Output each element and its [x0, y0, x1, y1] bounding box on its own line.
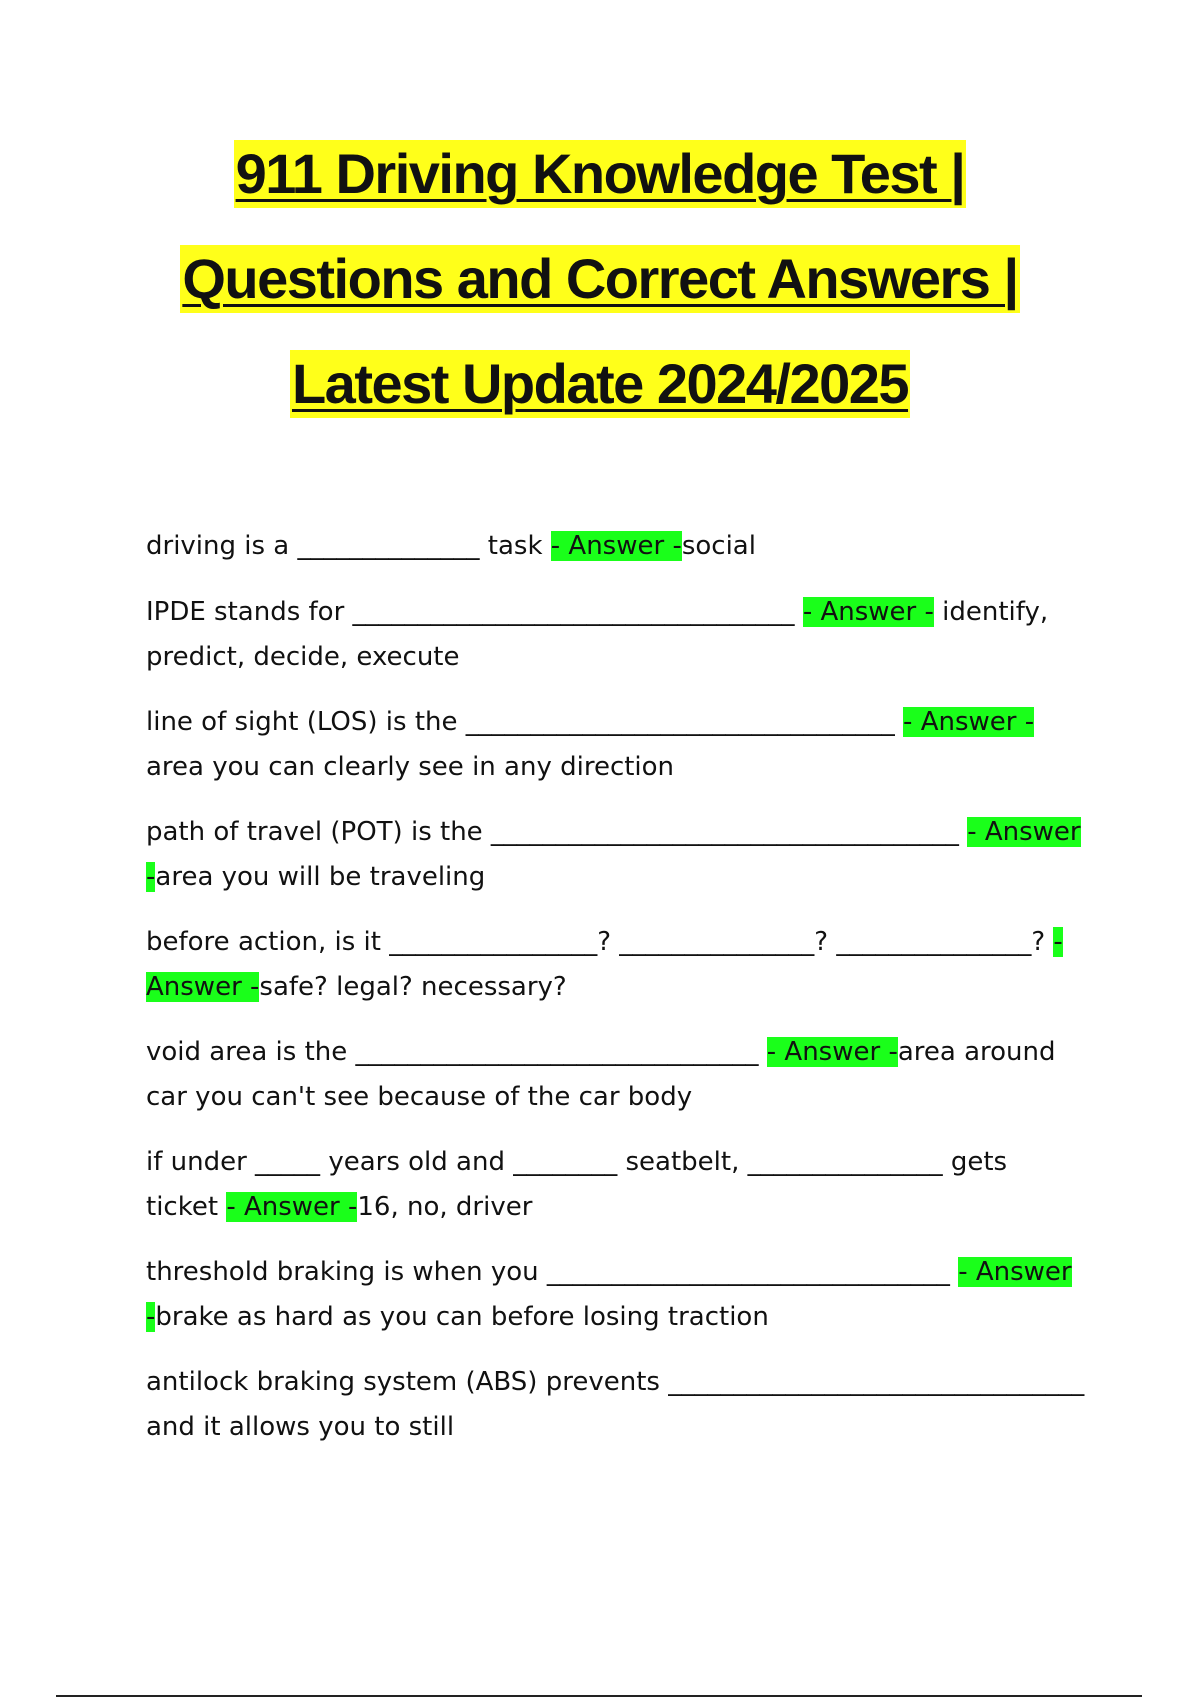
- document-title: [40, 135, 1160, 450]
- answer-text: area you can clearly see in any direction: [146, 752, 675, 782]
- answer-label: - Answer -: [146, 1256, 1072, 1332]
- question-list: [146, 524, 1086, 1471]
- question-text: path of travel (POT) is the ____________________________________: [146, 816, 968, 847]
- title-line-1: [40, 135, 1160, 240]
- answer-text: area around car you can't see because of the car body: [146, 1036, 1056, 1112]
- question-text: line of sight (LOS) is the _________________________________: [146, 706, 904, 737]
- question-text: void area is the _______________________________: [146, 1036, 767, 1067]
- question-text: before action, is it ________________? _______________? _______________?: [146, 926, 1054, 957]
- answer-text: identify, predict, decide, execute: [146, 596, 1049, 672]
- answer-text: social: [681, 531, 756, 561]
- question-text: if under _____ years old and ________ seatbelt, _______________ gets ticket: [146, 1146, 1008, 1222]
- answer-text: area you will be traveling: [155, 862, 486, 892]
- question-item: [146, 1140, 1086, 1231]
- title-line-2: [40, 240, 1160, 345]
- question-text: IPDE stands for __________________________________: [146, 596, 803, 627]
- question-item: [146, 810, 1086, 901]
- question-text: driving is a ______________ task: [146, 531, 551, 561]
- question-item: [146, 1250, 1086, 1341]
- answer-label: - Answer -: [146, 926, 1063, 1002]
- question-item: [146, 920, 1086, 1011]
- question-item: [146, 590, 1086, 681]
- question-text: antilock braking system (ABS) prevents ________________________________ and it allows you to still: [146, 1366, 1085, 1442]
- answer-text: safe? legal? necessary?: [259, 972, 567, 1002]
- answer-text: brake as hard as you can before losing traction: [155, 1302, 769, 1332]
- question-item: [146, 1360, 1086, 1451]
- page-bottom-rule: [56, 1695, 1142, 1697]
- answer-label: - Answer -: [802, 596, 934, 627]
- title-text-2: Questions and Correct Answers |: [180, 245, 1019, 313]
- question-item: [146, 1030, 1086, 1121]
- answer-text: 16, no, driver: [357, 1192, 533, 1222]
- answer-label: - Answer -: [903, 706, 1035, 737]
- answer-label: - Answer -: [766, 1036, 898, 1067]
- answer-label: - Answer -: [226, 1192, 358, 1222]
- answer-label: - Answer -: [146, 816, 1081, 892]
- title-text-3: Latest Update 2024/2025: [290, 350, 910, 418]
- title-text-1: 911 Driving Knowledge Test |: [234, 140, 967, 208]
- question-item: [146, 700, 1086, 791]
- title-line-3: [40, 345, 1160, 450]
- answer-label: - Answer -: [550, 531, 682, 561]
- question-item: [146, 524, 1086, 570]
- question-text: threshold braking is when you _______________________________: [146, 1256, 959, 1287]
